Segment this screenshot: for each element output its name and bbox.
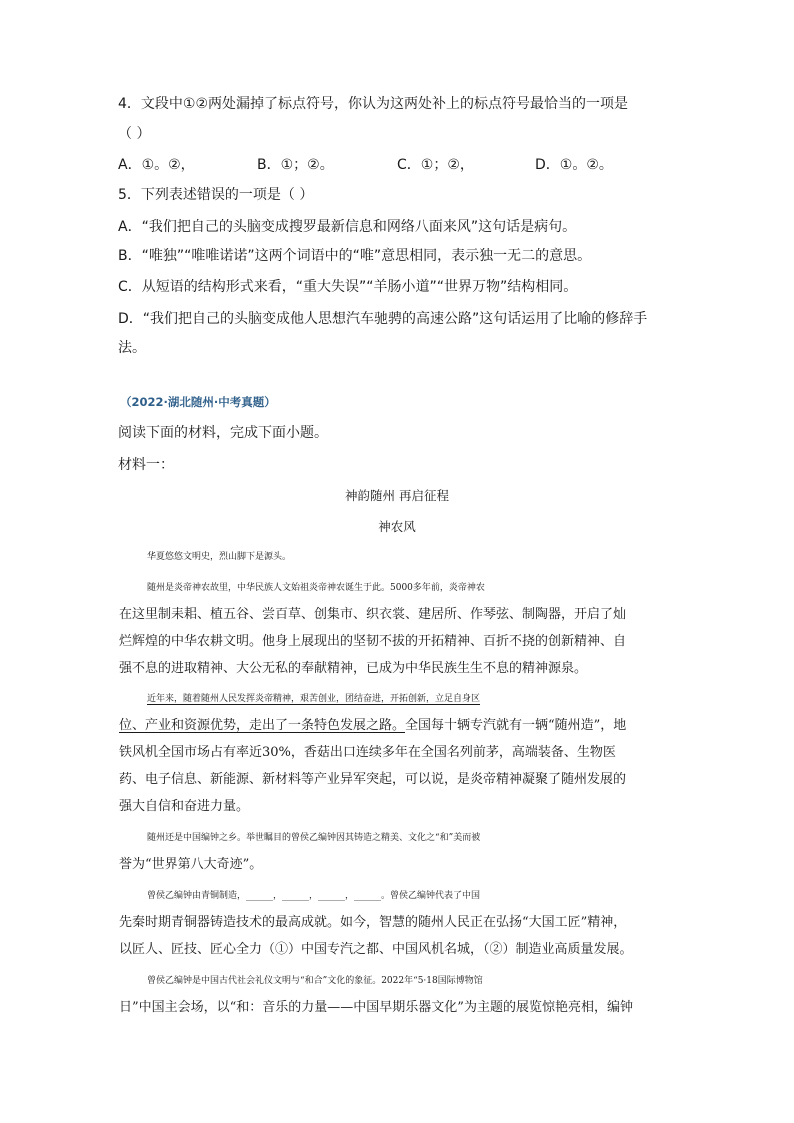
q5-stem: 5．下列表述错误的一项是（ ） — [118, 187, 314, 203]
paragraph-3-line-4: 药、电子信息、新能源、新材料等产业异军突起，可以说，是炎帝精神凝聚了随州发展的 — [119, 772, 627, 787]
paragraph-5-line-2: 先秦时期青铜器铸造技术的最高成就。如今，智慧的随州人民正在弘扬“大国工匠”精神， — [119, 915, 627, 930]
q5-option-c: C．从短语的结构形式来看，“重大失误”“羊肠小道”“世界万物”结构相同。 — [118, 279, 578, 295]
q5-option-d-line2: 法。 — [118, 340, 146, 356]
paragraph-3-line-1: 近年来，随着随州人民发挥炎帝精神，艰苦创业，团结奋进，开拓创新，立足自身区 — [147, 694, 481, 704]
q4-option-d: D．①。②。 — [535, 157, 613, 173]
q5-option-d-line1: D．“我们把自己的头脑变成他人思想汽车驰骋的高速公路”这句话运用了比喻的修辞手 — [118, 311, 648, 327]
q4-stem-line2: （ ） — [118, 126, 151, 142]
paragraph-2-line-3: 烂辉煌的中华农耕文明。他身上展现出的坚韧不拔的开拓精神、百折不挠的创新精神、自 — [119, 634, 627, 649]
paragraph-5-line-3: 以匠人、匠技、匠心全力（①）中国专汽之都、中国风机名城，（②）制造业高质量发展。 — [119, 942, 633, 957]
q4-stem-line1: 4．文段中①②两处漏掉了标点符号，你认为这两处补上的标点符号最恰当的一项是 — [118, 96, 629, 112]
paragraph-4-line-1: 随州还是中国编钟之乡。举世瞩目的曾侯乙编钟因其铸造之精美、文化之“和”美而被 — [147, 833, 481, 843]
q4-option-a: A．①。②， — [118, 157, 195, 173]
paragraph-3-line-3: 铁风机全国市场占有率近30%，香菇出口连续多年在全国名列前茅，高端装备、生物医 — [119, 745, 616, 760]
article-paragraph-1: 华夏悠悠文明史，烈山脚下是源头。 — [147, 552, 292, 562]
material-label: 材料一： — [118, 457, 174, 473]
paragraph-2-line-4: 强不息的进取精神、大公无私的奉献精神，已成为中华民族生生不息的精神源泉。 — [119, 661, 588, 676]
q5-option-a: A．“我们把自己的头脑变成搜罗最新信息和网络八面来风”这句话是病句。 — [118, 219, 577, 235]
paragraph-2-line-2: 在这里制耒耜、植五谷、尝百草、创集市、织衣裳、建居所、作琴弦、制陶器，开启了灿 — [119, 607, 627, 622]
paragraph-3-line-5: 强大自信和奋进力量。 — [119, 799, 250, 814]
q4-option-b: B．①；②。 — [257, 157, 334, 173]
paragraph-3-line-2 — [119, 716, 667, 736]
article-title: 神韵随州 再启征程 — [345, 488, 449, 503]
paragraph-5-line-1: 曾侯乙编钟由青铜制造，______，______，______，______。曾侯乙编钟代表了中国 — [147, 891, 481, 901]
paragraph-3-line-2-rest: 全国每十辆专汽就有一辆“随州造”，地 — [405, 718, 627, 733]
paragraph-6-line-2: 日”中国主会场，以“和：音乐的力量——中国早期乐器文化”为主题的展览惊艳亮相，编钟 — [119, 1000, 633, 1015]
reading-instruction: 阅读下面的材料，完成下面小题。 — [118, 425, 328, 441]
q4-option-c: C．①；②， — [397, 157, 474, 173]
source-tag: （2022·湖北随州·中考真题） — [120, 395, 276, 409]
article-author: 神农风 — [378, 519, 416, 534]
paragraph-4-line-2: 誉为“世界第八大奇迹”。 — [119, 857, 263, 872]
paragraph-6-line-1: 曾侯乙编钟是中国古代社会礼仪文明与“和合”文化的象征。2022年“5·18国际博物馆 — [147, 976, 483, 986]
underlined-sentence-end: 位、产业和资源优势，走出了一条特色发展之路。 — [119, 718, 406, 733]
q5-option-b: B．“唯独”“唯唯诺诺”这两个词语中的“唯”意思相同，表示独一无二的意思。 — [118, 248, 592, 264]
paragraph-2-line-1: 随州是炎帝神农故里，中华民族人文始祖炎帝神农诞生于此。5000多年前，炎帝神农 — [147, 583, 485, 593]
